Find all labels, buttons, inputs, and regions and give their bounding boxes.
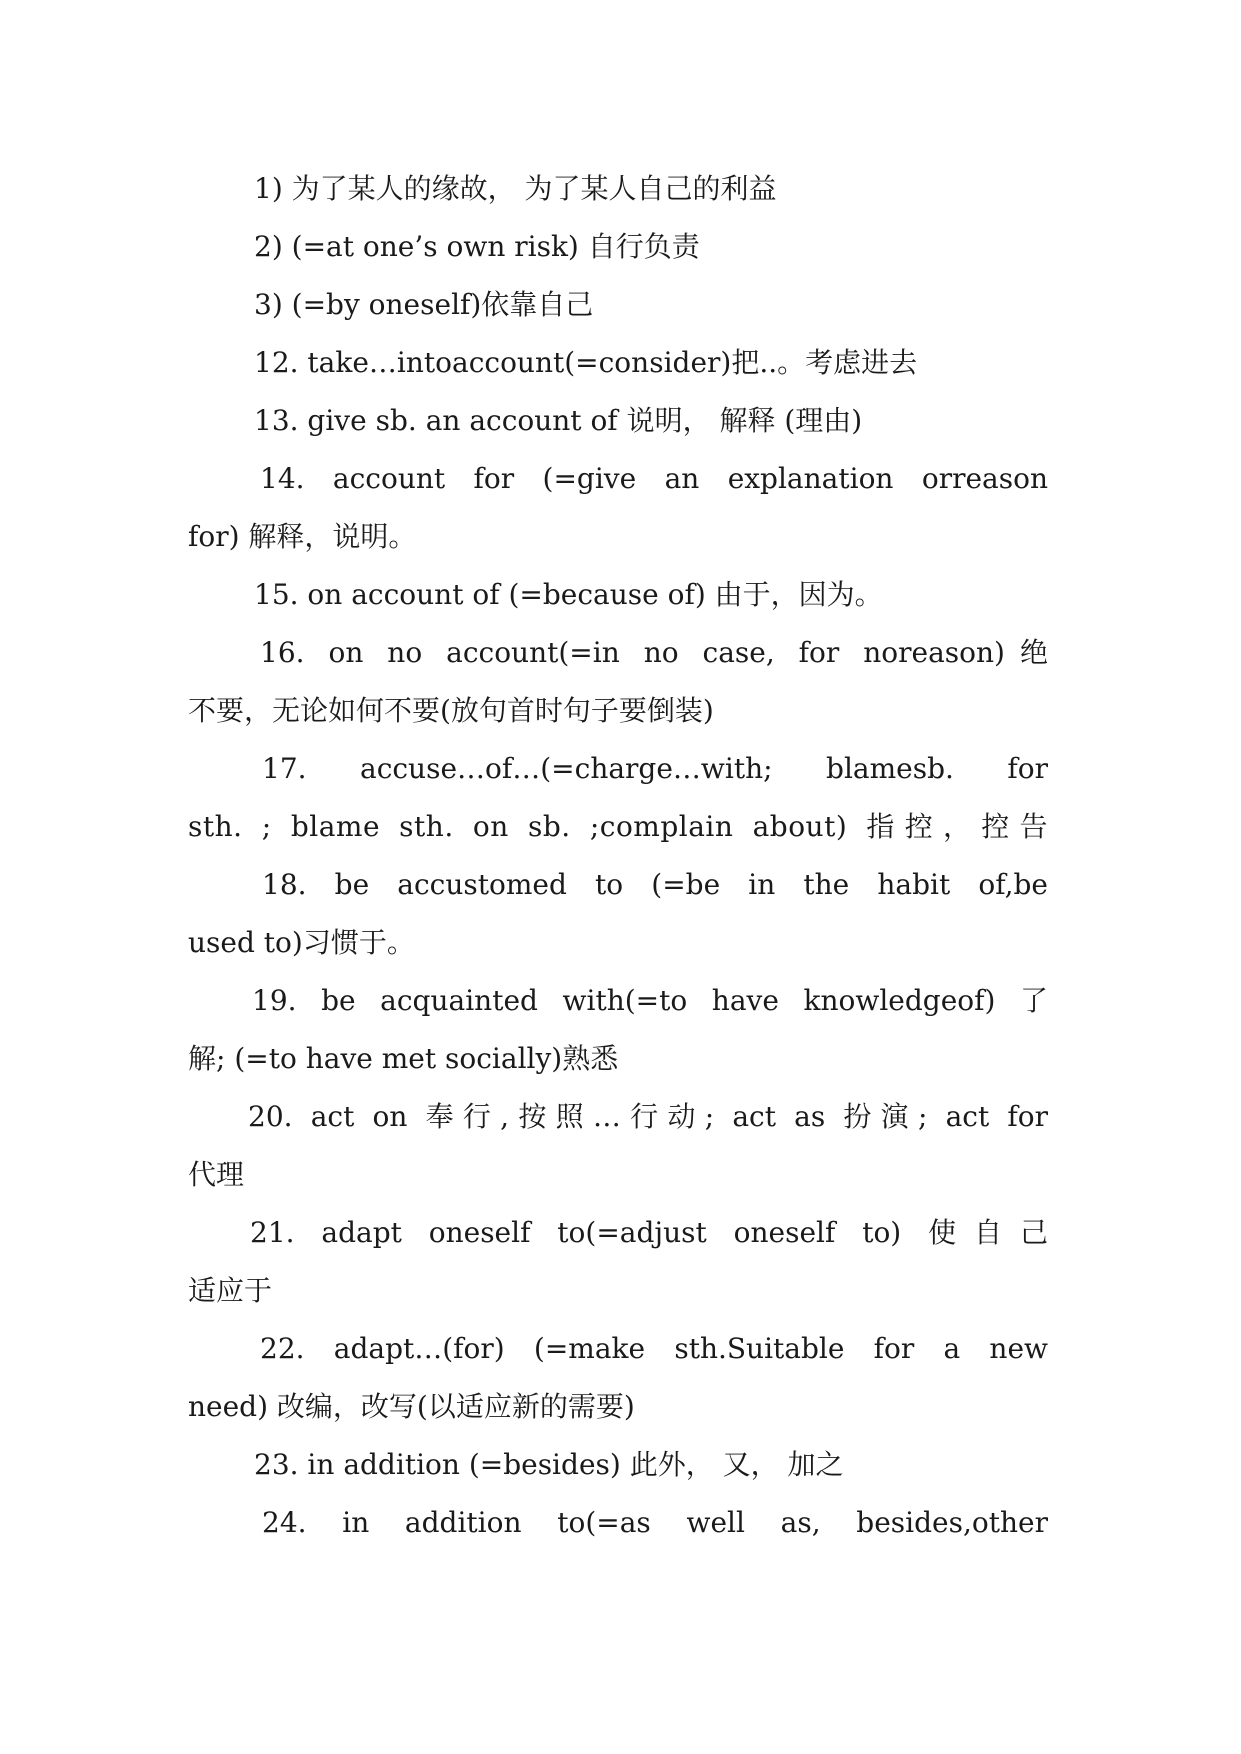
entry-continuation: 不要，无论如何不要(放句首时句子要倒装) — [188, 694, 714, 727]
entry-line: 14. account for (=give an explanation orreason — [260, 462, 1048, 495]
entry-line: 18. be accustomed to (=be in the habit of,be — [262, 868, 1048, 901]
entry-line: 20. act on 奉行,按照…行动; act as 扮演; act for — [248, 1100, 1048, 1133]
entry-line: 16. on no account(=in no case, for noreason)绝 — [260, 636, 1048, 669]
entry-continuation: 代理 — [188, 1158, 245, 1191]
entry-continuation: 解; (=to have met socially)熟悉 — [188, 1042, 619, 1075]
entry-line: 13. give sb. an account of 说明， 解释 (理由) — [254, 404, 863, 437]
entry-line: 21. adapt oneself to(=adjust oneself to) 使自己 — [250, 1216, 1048, 1249]
entry-continuation: need) 改编，改写(以适应新的需要) — [188, 1390, 635, 1423]
entry-line: 3) (=by oneself)依靠自己 — [254, 288, 594, 321]
entry-line: 23. in addition (=besides) 此外， 又， 加之 — [254, 1448, 844, 1481]
document-body — [188, 160, 1048, 1552]
entry-continuation: for) 解释，说明。 — [188, 520, 417, 553]
entry-line: 17. accuse…of…(=charge…with; blamesb. for — [262, 752, 1048, 785]
entry-line: 24. in addition to(=as well as, besides,other — [262, 1506, 1048, 1539]
entry-continuation: sth. ; blame sth. on sb. ;complain about) 指控，控告 — [188, 810, 1048, 843]
entry-line: 1) 为了某人的缘故， 为了某人自己的利益 — [254, 172, 777, 205]
entry-line: 15. on account of (=because of) 由于，因为。 — [254, 578, 883, 611]
entry-line: 22. adapt…(for) (=make sth.Suitable for a new — [260, 1332, 1048, 1365]
entry-line: 2) (=at one’s own risk) 自行负责 — [254, 230, 700, 263]
entry-line: 19. be acquainted with(=to have knowledgeof) 了 — [252, 984, 1048, 1017]
entry-line: 12. take…intoaccount(=consider)把..。考虑进去 — [254, 346, 918, 379]
entry-continuation: 适应于 — [188, 1274, 273, 1307]
entry-continuation: used to)习惯于。 — [188, 926, 415, 959]
